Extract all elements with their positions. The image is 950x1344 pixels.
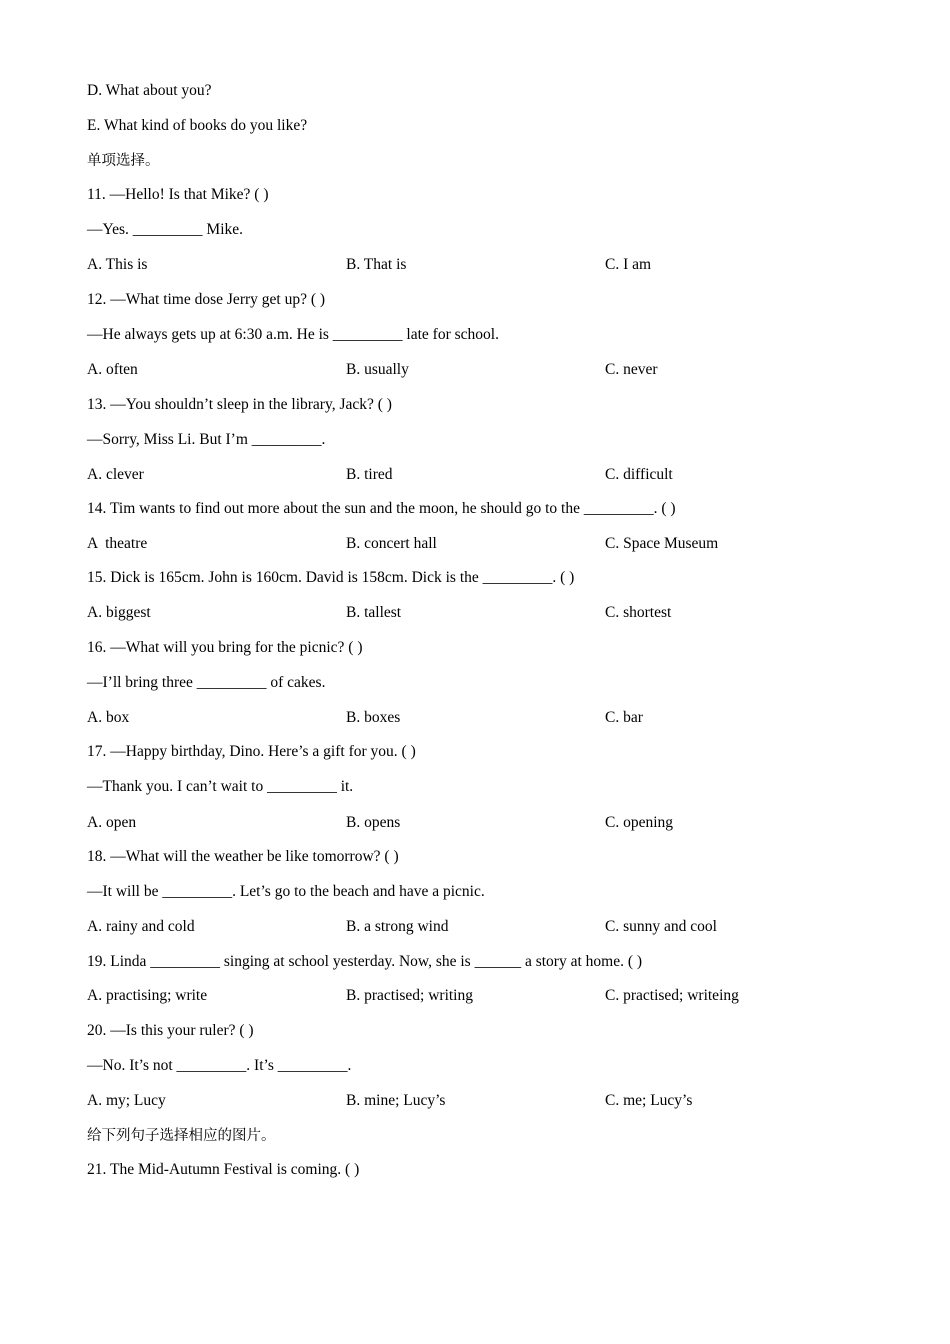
section-heading-single-choice: 单项选择。 — [87, 153, 160, 169]
question-17-option-a: A. open — [87, 814, 137, 831]
question-11-option-a: A. This is — [87, 256, 148, 273]
question-14-option-b: B. concert hall — [346, 535, 437, 552]
question-16-dialog: —I’ll bring three _________ of cakes. — [87, 674, 326, 691]
question-13-option-c: C. difficult — [605, 466, 673, 483]
question-16-stem: 16. —What will you bring for the picnic? ( ) — [87, 639, 363, 656]
question-15-option-c: C. shortest — [605, 604, 672, 621]
question-19-options — [87, 985, 847, 1007]
question-19-option-a: A. practising; write — [87, 987, 208, 1004]
question-17-option-c: C. opening — [605, 814, 674, 831]
question-17-options — [87, 812, 847, 834]
question-15-option-b: B. tallest — [346, 604, 402, 621]
option-e-line: E. What kind of books do you like? — [87, 117, 308, 134]
question-18-options — [87, 916, 847, 938]
question-12-options — [87, 359, 847, 381]
question-17-stem: 17. —Happy birthday, Dino. Here’s a gift for you. ( ) — [87, 743, 416, 760]
question-15-stem: 15. Dick is 165cm. John is 160cm. David is 158cm. Dick is the _________. ( ) — [87, 569, 575, 586]
question-12-option-a: A. often — [87, 361, 138, 378]
question-14-options — [87, 533, 847, 555]
question-15-options — [87, 602, 847, 624]
question-20-option-b: B. mine; Lucy’s — [346, 1092, 446, 1109]
question-11-option-b: B. That is — [346, 256, 407, 273]
option-d-line: D. What about you? — [87, 82, 212, 99]
question-13-options — [87, 464, 847, 486]
question-11-dialog: —Yes. _________ Mike. — [87, 221, 244, 238]
question-18-option-a: A. rainy and cold — [87, 918, 195, 935]
question-13-option-b: B. tired — [346, 466, 393, 483]
question-11-options — [87, 254, 847, 276]
section-heading-picture-choice: 给下列句子选择相应的图片。 — [87, 1128, 276, 1144]
question-13-dialog: —Sorry, Miss Li. But I’m _________. — [87, 431, 326, 448]
question-20-option-a: A. my; Lucy — [87, 1092, 166, 1109]
question-17-dialog: —Thank you. I can’t wait to _________ it. — [87, 778, 354, 795]
question-16-option-b: B. boxes — [346, 709, 401, 726]
question-20-dialog: —No. It’s not _________. It’s _________. — [87, 1057, 352, 1074]
question-20-options — [87, 1090, 847, 1112]
question-17-option-b: B. opens — [346, 814, 401, 831]
question-20-option-c: C. me; Lucy’s — [605, 1092, 693, 1109]
question-16-option-c: C. bar — [605, 709, 643, 726]
question-16-option-a: A. box — [87, 709, 130, 726]
question-14-option-a: A theatre — [87, 535, 148, 552]
question-15-option-a: A. biggest — [87, 604, 151, 621]
question-18-dialog: —It will be _________. Let’s go to the beach and have a picnic. — [87, 883, 485, 900]
question-14-option-c: C. Space Museum — [605, 535, 719, 552]
question-12-stem: 12. —What time dose Jerry get up? ( ) — [87, 291, 326, 308]
question-11-stem: 11. —Hello! Is that Mike? ( ) — [87, 186, 269, 203]
question-21-stem: 21. The Mid-Autumn Festival is coming. ( ) — [87, 1161, 360, 1178]
question-19-stem: 19. Linda _________ singing at school yesterday. Now, she is ______ a story at home. ( ) — [87, 953, 643, 970]
question-16-options — [87, 707, 847, 729]
question-13-stem: 13. —You shouldn’t sleep in the library, Jack? ( ) — [87, 396, 392, 413]
question-14-stem: 14. Tim wants to find out more about the sun and the moon, he should go to the _________. ( ) — [87, 500, 676, 517]
question-13-option-a: A. clever — [87, 466, 144, 483]
question-12-option-c: C. never — [605, 361, 658, 378]
question-12-dialog: —He always gets up at 6:30 a.m. He is _________ late for school. — [87, 326, 499, 343]
question-18-option-c: C. sunny and cool — [605, 918, 717, 935]
question-20-stem: 20. —Is this your ruler? ( ) — [87, 1022, 254, 1039]
question-18-option-b: B. a strong wind — [346, 918, 449, 935]
question-12-option-b: B. usually — [346, 361, 409, 378]
question-18-stem: 18. —What will the weather be like tomorrow? ( ) — [87, 848, 399, 865]
question-19-option-b: B. practised; writing — [346, 987, 473, 1004]
question-11-option-c: C. I am — [605, 256, 652, 273]
question-19-option-c: C. practised; writeing — [605, 987, 739, 1004]
